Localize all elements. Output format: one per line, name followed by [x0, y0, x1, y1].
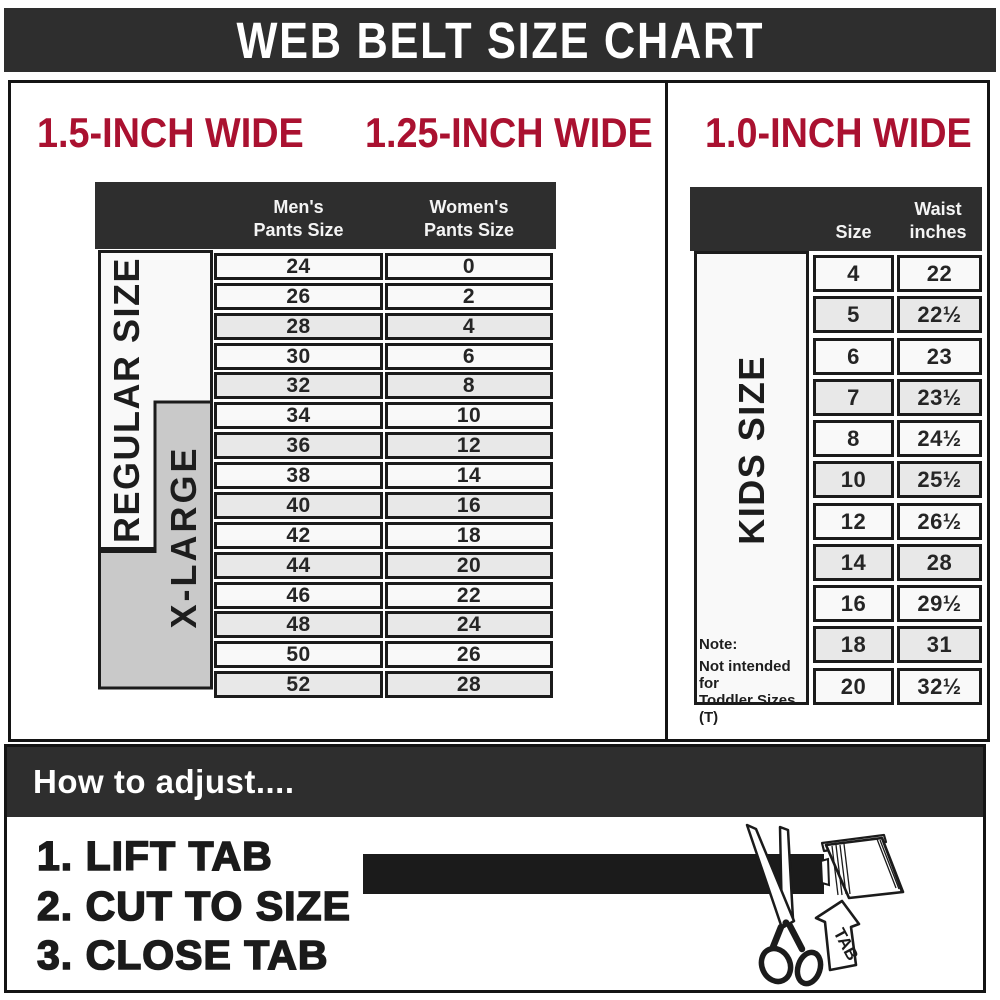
belt-adjust-illustration — [350, 817, 925, 987]
waist-cell: 22½ — [897, 296, 982, 333]
how-to-adjust-heading: How to adjust.... — [33, 763, 295, 800]
womens-size-cell: 10 — [385, 402, 553, 429]
size-cell: 12 — [813, 503, 894, 540]
adult-sizes-panel — [8, 80, 668, 742]
womens-size-cell: 0 — [385, 253, 553, 280]
womens-size-cell: 4 — [385, 313, 553, 340]
waist-cell: 25½ — [897, 461, 982, 498]
xlarge-size-label: X-LARGE — [163, 445, 204, 629]
toddler-note: Note: Not intended for Toddler Sizes (T) — [699, 636, 796, 726]
womens-size-cell: 26 — [385, 641, 553, 668]
size-cell: 18 — [813, 626, 894, 663]
mens-size-cell: 32 — [214, 372, 383, 399]
womens-size-cell: 22 — [385, 582, 553, 609]
mens-size-cell: 50 — [214, 641, 383, 668]
womens-column-header: Women's Pants Size — [423, 196, 515, 240]
regular-size-label: REGULAR SIZE — [106, 256, 147, 544]
mens-size-cell: 36 — [214, 432, 383, 459]
kids-size-label: KIDS SIZE — [731, 355, 772, 545]
scissors-icon — [747, 825, 824, 987]
tab-arrow-label: TAB — [829, 925, 863, 964]
size-cell: 8 — [813, 420, 894, 457]
womens-size-cell: 28 — [385, 671, 553, 698]
belt-strap — [363, 854, 824, 894]
page-title: WEB BELT SIZE CHART — [236, 11, 764, 69]
mens-size-cell: 40 — [214, 492, 383, 519]
size-cell: 7 — [813, 379, 894, 416]
size-cell: 10 — [813, 461, 894, 498]
waist-cell: 22 — [897, 255, 982, 292]
mens-size-cell: 26 — [214, 283, 383, 310]
how-to-adjust-bar — [7, 747, 983, 817]
waist-cell: 28 — [897, 544, 982, 581]
mens-size-cell: 44 — [214, 552, 383, 579]
waist-cell: 31 — [897, 626, 982, 663]
womens-size-cell: 2 — [385, 283, 553, 310]
womens-size-cell: 20 — [385, 552, 553, 579]
womens-size-cell: 18 — [385, 522, 553, 549]
step-3: 3. CLOSE TAB — [37, 932, 329, 978]
size-cell: 20 — [813, 668, 894, 705]
womens-size-cell: 6 — [385, 343, 553, 370]
mens-size-cell: 42 — [214, 522, 383, 549]
mens-size-cell: 30 — [214, 343, 383, 370]
width-heading-1-0: 1.0-INCH WIDE — [705, 109, 972, 156]
size-cell: 4 — [813, 255, 894, 292]
womens-size-cell: 16 — [385, 492, 553, 519]
womens-size-cell: 24 — [385, 611, 553, 638]
size-cell: 5 — [813, 296, 894, 333]
mens-size-cell: 24 — [214, 253, 383, 280]
step-1: 1. LIFT TAB — [37, 833, 273, 879]
step-2: 2. CUT TO SIZE — [37, 883, 351, 929]
mens-size-cell: 34 — [214, 402, 383, 429]
size-cell: 16 — [813, 585, 894, 622]
womens-size-cell: 14 — [385, 462, 553, 489]
mens-column-header: Men's Pants Size — [253, 196, 344, 240]
width-heading-1-25: 1.25-INCH WIDE — [365, 109, 653, 156]
waist-column-header: Waist inches — [909, 198, 967, 242]
size-column-header: Size — [835, 221, 872, 242]
tab-arrow-icon — [816, 901, 862, 970]
womens-size-cell: 8 — [385, 372, 553, 399]
waist-cell: 23 — [897, 338, 982, 375]
how-to-adjust-section — [4, 744, 986, 993]
womens-size-cell: 12 — [385, 432, 553, 459]
kids-sizes-panel — [665, 80, 990, 742]
adult-table-header — [95, 182, 556, 249]
mens-size-cell: 28 — [214, 313, 383, 340]
mens-size-cell: 52 — [214, 671, 383, 698]
waist-cell: 23½ — [897, 379, 982, 416]
waist-cell: 26½ — [897, 503, 982, 540]
title-bar — [4, 8, 996, 72]
kids-table-header — [690, 187, 982, 251]
size-cell: 14 — [813, 544, 894, 581]
mens-size-cell: 48 — [214, 611, 383, 638]
waist-cell: 24½ — [897, 420, 982, 457]
width-heading-1-5: 1.5-INCH WIDE — [37, 109, 304, 156]
mens-size-cell: 38 — [214, 462, 383, 489]
waist-cell: 32½ — [897, 668, 982, 705]
waist-cell: 29½ — [897, 585, 982, 622]
mens-size-cell: 46 — [214, 582, 383, 609]
buckle-icon — [821, 835, 903, 898]
size-cell: 6 — [813, 338, 894, 375]
